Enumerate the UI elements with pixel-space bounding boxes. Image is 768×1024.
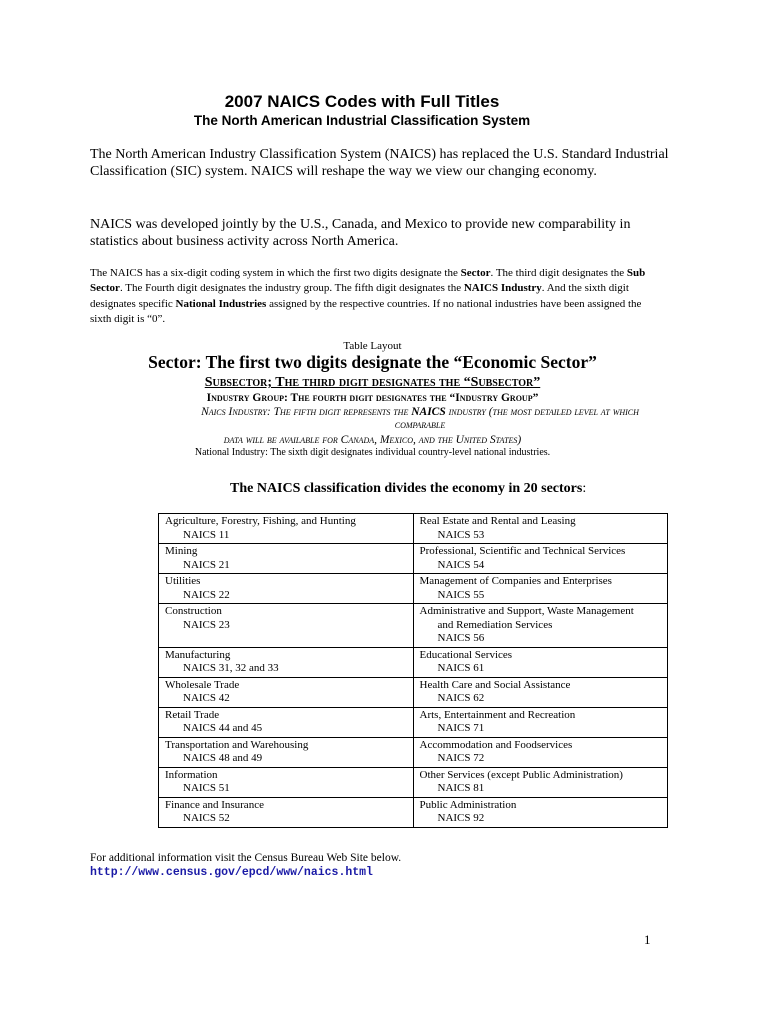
sector-code: NAICS 23: [183, 618, 230, 631]
sector-name: Administrative and Support, Waste Management: [419, 605, 634, 617]
sector-code: NAICS 55: [437, 588, 485, 601]
sectors-heading-text: The NAICS classification divides the economy in 20 sectors: [230, 481, 583, 496]
sector-name: Transportation and Warehousing: [165, 738, 309, 751]
coding-paragraph: [90, 266, 660, 327]
sector-code: NAICS 22: [183, 588, 230, 601]
sector-cell-right: [413, 604, 668, 648]
sector-cell-left: [159, 767, 414, 797]
sector-name: Information: [165, 768, 218, 781]
sector-code: NAICS 51: [183, 782, 230, 794]
table-row: [159, 797, 668, 827]
table-row: [159, 604, 668, 648]
table-row: [159, 677, 668, 707]
sector-code: NAICS 56: [437, 632, 485, 644]
sector-cell-right: [413, 514, 668, 544]
page-number: 1: [644, 932, 651, 947]
sector-cell-right: [413, 737, 668, 767]
sector-code: NAICS 42: [183, 692, 230, 704]
coding-bold-sector: Sector: [460, 267, 491, 279]
coding-text-1: The NAICS has a six-digit coding system in which the first two digits designate the: [90, 267, 461, 279]
sector-name: Accommodation and Foodservices: [419, 738, 573, 751]
sector-cell-right: [413, 707, 668, 737]
sector-name: Real Estate and Rental and Leasing: [419, 515, 576, 527]
intro-paragraph-2: NAICS was developed jointly by the U.S., Canada, and Mexico to provide new comparability in statistics about business activity across North America.: [90, 217, 631, 249]
sector-name: Construction: [165, 605, 222, 617]
sector-code: NAICS 52: [183, 812, 230, 824]
industry-text-a: Naics Industry: The fifth digit represents the: [201, 406, 412, 418]
sector-name: Professional, Scientific and Technical Services: [419, 545, 626, 557]
sector-cell-right: [413, 767, 668, 797]
sector-cell-left: [159, 604, 414, 648]
footer-text: For additional information visit the Census Bureau Web Site below.: [90, 852, 402, 864]
industry-text-naics: NAICS: [411, 406, 446, 418]
page-subtitle: The North American Industrial Classification System: [193, 113, 531, 128]
sector-code: NAICS 81: [437, 782, 485, 794]
sector-code: NAICS 61: [437, 662, 485, 674]
sector-name: Educational Services: [419, 648, 513, 661]
sector-name: Arts, Entertainment and Recreation: [419, 708, 576, 721]
table-row: [159, 544, 668, 574]
sector-cell-right: [413, 574, 668, 604]
sector-name: Agriculture, Forestry, Fishing, and Hunting: [165, 515, 356, 527]
sector-code: NAICS 11: [183, 528, 230, 541]
sector-name: Mining: [165, 545, 198, 557]
table-row: [159, 574, 668, 604]
intro-paragraph-1: The North American Industry Classification System (NAICS) has replaced the U.S. Standard Industrial Classification (SIC) system. NAICS will reshape the way we view our changing economy.: [90, 147, 669, 179]
sector-code: NAICS 54: [437, 558, 485, 571]
sector-cell-left: [159, 544, 414, 574]
coding-text-4: . And the sixth digit designates specific: [90, 282, 629, 310]
table-row: [159, 707, 668, 737]
coding-text-2: . The third digit designates the: [490, 267, 627, 279]
sector-name-continued: and Remediation Services: [437, 618, 553, 631]
table-row: [159, 514, 668, 544]
layout-national-industry-line: National Industry: The sixth digit designates individual country-level national industries.: [194, 447, 551, 458]
sector-cell-left: [159, 677, 414, 707]
layout-industry-group-line: Industry Group: The fourth digit designates the “Industry Group”: [206, 392, 539, 404]
layout-subsector-line: Subsector; The third digit designates the “Subsector”: [204, 375, 541, 390]
sector-code: NAICS 31, 32 and 33: [183, 662, 279, 674]
layout-sector-line: Sector: The first two digits designate the “Economic Sector”: [148, 352, 597, 372]
sector-name: Public Administration: [419, 798, 517, 811]
coding-bold-industry: NAICS Industry: [463, 282, 542, 295]
sector-code: NAICS 62: [437, 692, 485, 704]
table-row: [159, 647, 668, 677]
layout-naics-industry-line: [175, 406, 665, 432]
sector-name: Manufacturing: [165, 648, 231, 661]
layout-naics-industry-line-2: data will be available for Canada, Mexico, and the United States): [223, 434, 522, 446]
sectors-table: [158, 513, 668, 828]
coding-text-3: . The Fourth digit designates the industry group. The fifth digit designates the: [119, 282, 464, 295]
sector-cell-right: [413, 544, 668, 574]
sector-name: Health Care and Social Assistance: [419, 678, 571, 691]
sector-cell-left: [159, 707, 414, 737]
sector-cell-left: [159, 514, 414, 544]
table-layout-label: Table Layout: [343, 340, 402, 352]
sector-name: Utilities: [165, 575, 201, 587]
sector-code: NAICS 21: [183, 558, 230, 571]
sector-name: Management of Companies and Enterprises: [419, 575, 612, 587]
sector-cell-left: [159, 574, 414, 604]
sector-name: Finance and Insurance: [165, 798, 264, 811]
census-link[interactable]: http://www.census.gov/epcd/www/naics.html: [90, 866, 373, 879]
sector-cell-left: [159, 647, 414, 677]
sector-code: NAICS 92: [437, 812, 485, 824]
sector-name: Wholesale Trade: [165, 678, 240, 691]
sector-code: NAICS 71: [437, 722, 485, 734]
sectors-heading-colon: :: [582, 481, 587, 496]
sector-name: Other Services (except Public Administration): [419, 768, 623, 781]
table-row: [159, 767, 668, 797]
sectors-heading: [230, 481, 630, 497]
sector-cell-left: [159, 737, 414, 767]
sector-cell-right: [413, 647, 668, 677]
table-row: [159, 737, 668, 767]
page-title: 2007 NAICS Codes with Full Titles: [224, 92, 500, 111]
sector-cell-right: [413, 677, 668, 707]
sector-cell-left: [159, 797, 414, 827]
industry-text-c: industry (the most detailed level at which comparable: [394, 406, 639, 431]
sector-code: NAICS 53: [437, 528, 485, 541]
sector-name: Retail Trade: [165, 708, 220, 721]
sector-code: NAICS 72: [437, 752, 485, 764]
coding-text-5: assigned by the respective countries. If no national industries have been assigned the sixth digit is “0”.: [90, 297, 642, 325]
sector-code: NAICS 44 and 45: [183, 722, 263, 734]
sector-code: NAICS 48 and 49: [183, 752, 263, 764]
sector-cell-right: [413, 797, 668, 827]
coding-bold-national: National Industries: [175, 297, 267, 310]
coding-bold-subsector: Sub Sector: [90, 267, 646, 295]
